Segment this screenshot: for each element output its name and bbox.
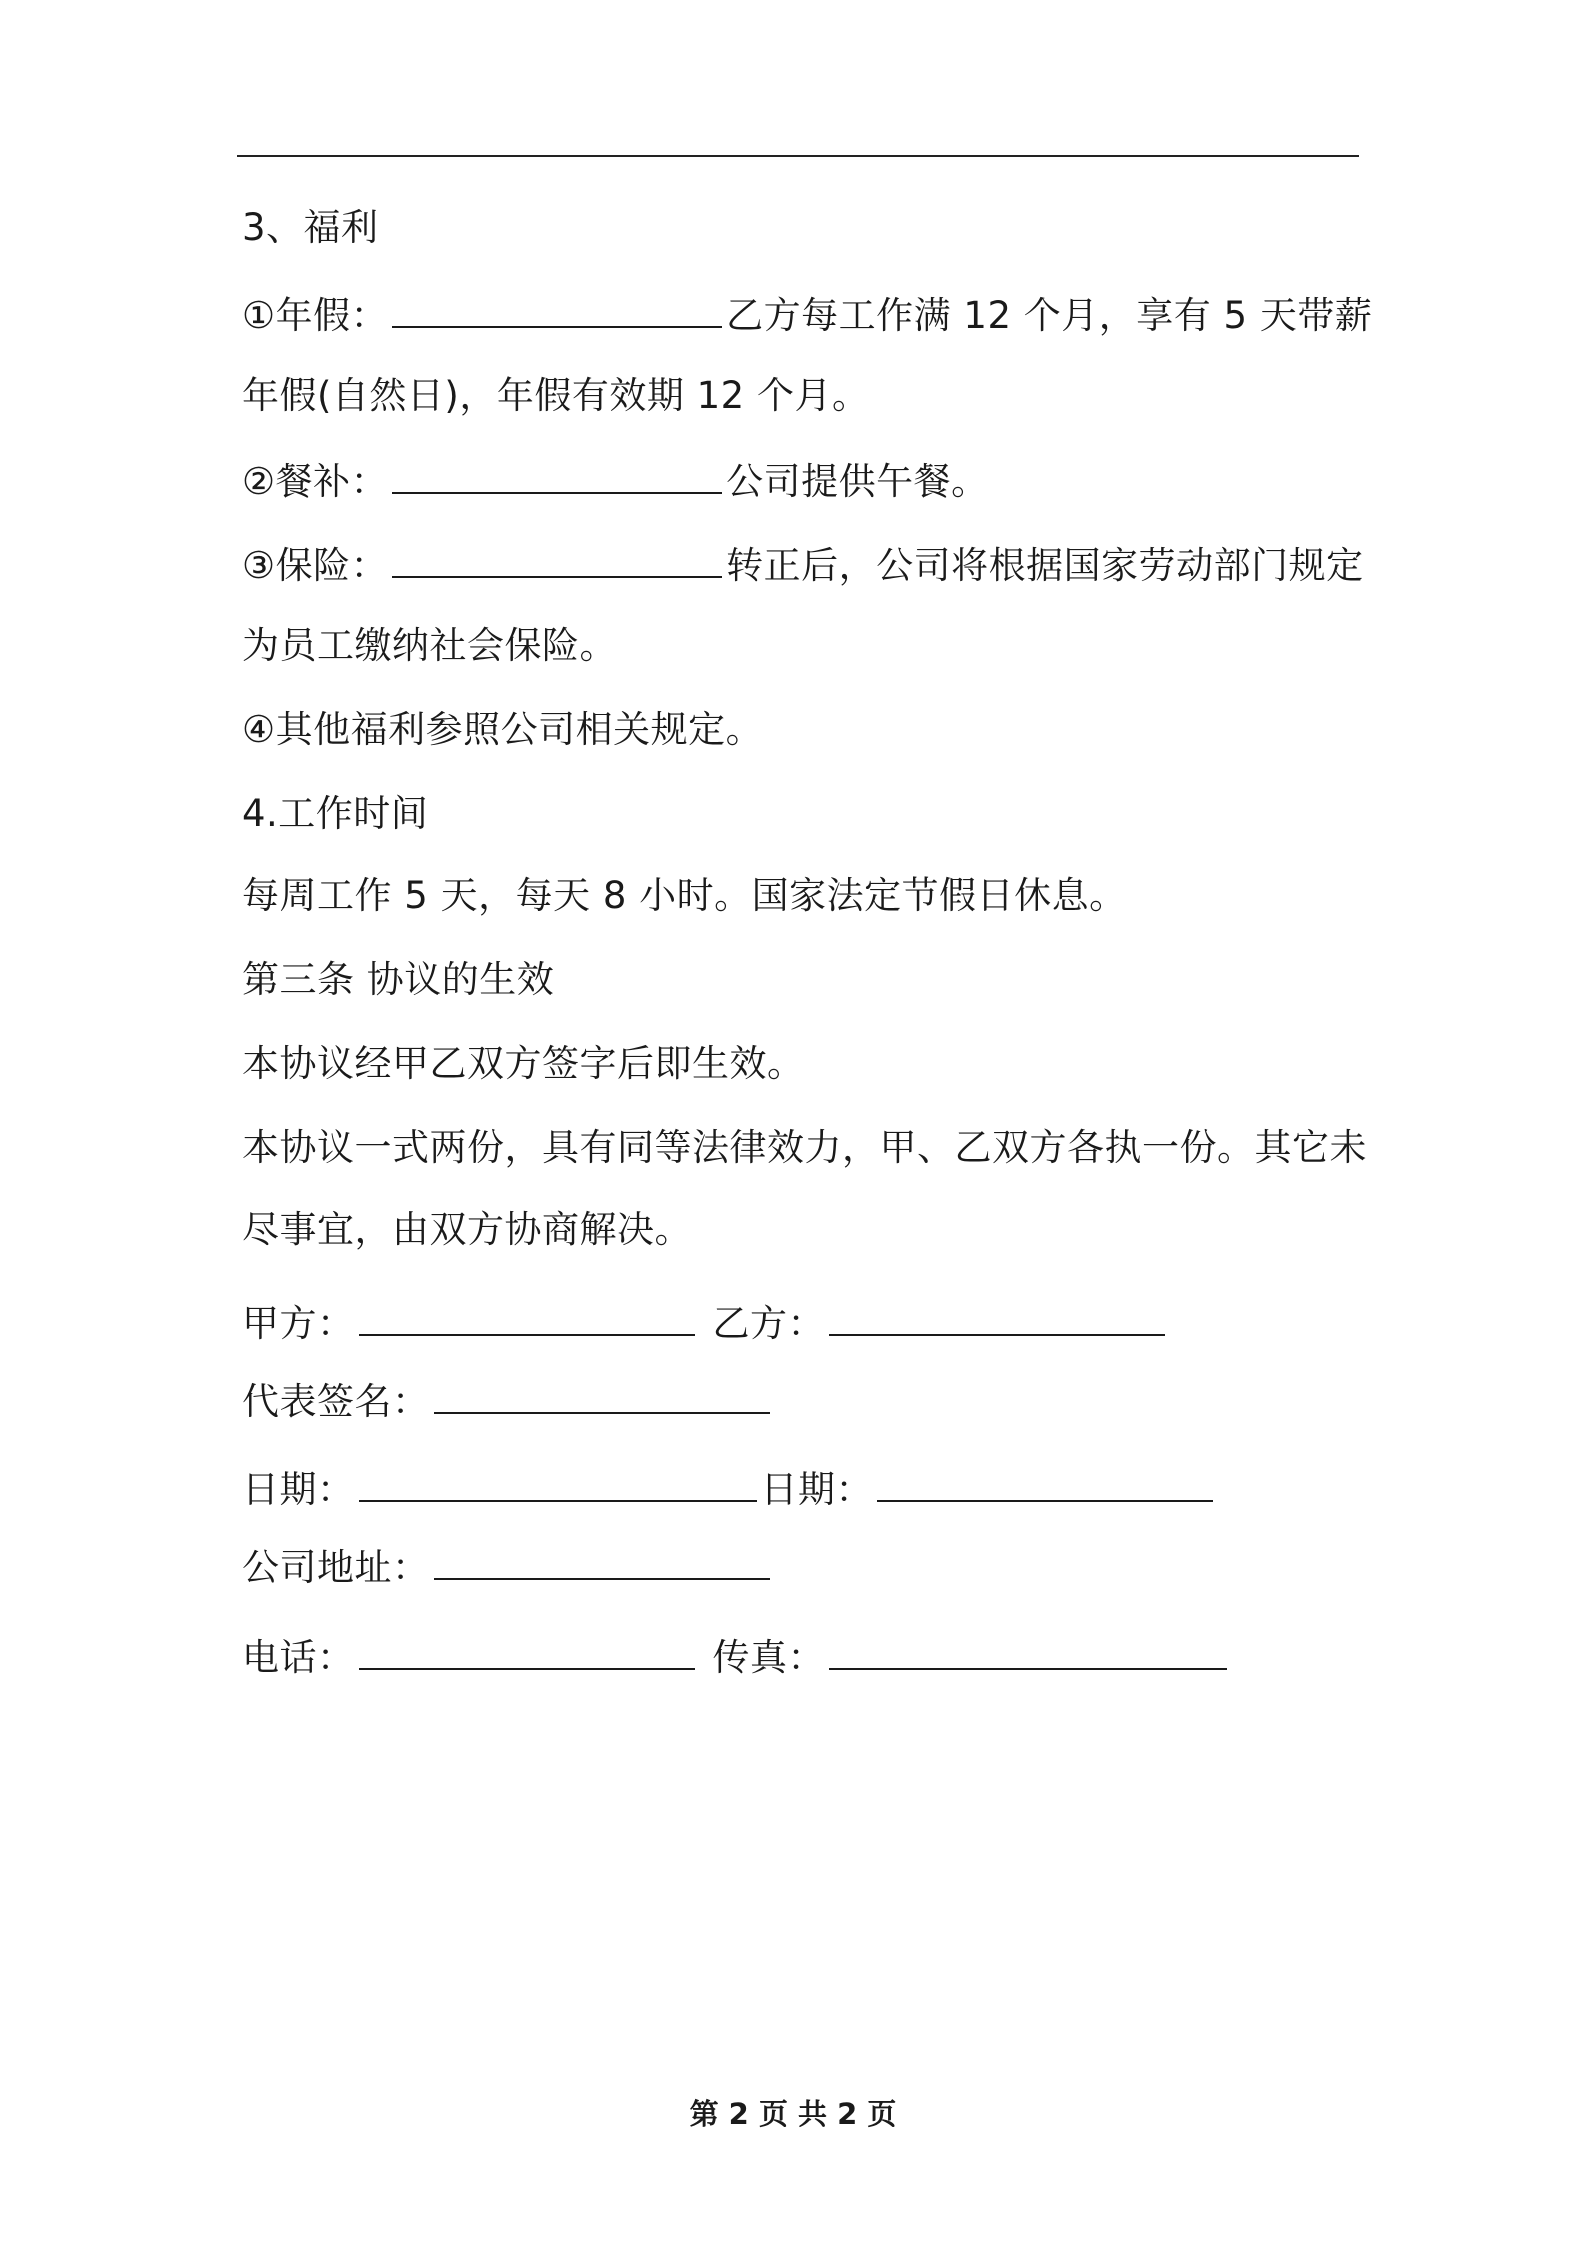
text: 本协议经甲乙双方签字后即生效。	[242, 1042, 805, 1085]
party-b-blank[interactable]	[829, 1298, 1165, 1336]
rep-signature-line	[242, 1376, 774, 1426]
date2-blank[interactable]	[877, 1464, 1213, 1502]
party-a-blank[interactable]	[359, 1298, 695, 1336]
rep-sign-label: 代表签名：	[242, 1380, 430, 1423]
annual-leave-continued	[242, 372, 869, 420]
text: 乙方每工作满 12 个月，享有 5 天带薪	[726, 294, 1373, 337]
date1-label: 日期：	[242, 1468, 355, 1511]
label: ③保险：	[242, 544, 389, 587]
date-line	[242, 1464, 1217, 1514]
insurance-line	[242, 540, 1364, 590]
text: 转正后，公司将根据国家劳动部门规定	[726, 544, 1364, 587]
label: ①年假：	[242, 294, 389, 337]
text: 4.工作时间	[242, 792, 429, 835]
party-a-label: 甲方：	[242, 1302, 355, 1345]
text: 3、福利	[242, 206, 379, 249]
date2-label: 日期：	[760, 1468, 873, 1511]
fax-label: 传真：	[712, 1636, 825, 1679]
annual-leave-blank[interactable]	[392, 290, 722, 328]
date1-blank[interactable]	[359, 1464, 757, 1502]
rep-sign-blank[interactable]	[434, 1376, 770, 1414]
article-three-heading	[242, 956, 554, 1004]
copies-line	[242, 1124, 1367, 1172]
text: 每周工作 5 天，每天 8 小时。国家法定节假日休息。	[242, 874, 1127, 917]
copies-continued	[242, 1206, 692, 1254]
text: 第三条 协议的生效	[242, 958, 555, 1001]
phone-label: 电话：	[242, 1636, 355, 1679]
phone-blank[interactable]	[359, 1632, 695, 1670]
work-hours-line	[242, 872, 1127, 920]
text: 为员工缴纳社会保险。	[242, 624, 617, 667]
other-welfare-line	[242, 706, 763, 754]
header-rule	[237, 155, 1359, 157]
insurance-blank[interactable]	[392, 540, 722, 578]
text: 本协议一式两份，具有同等法律效力，甲、乙双方各执一份。其它未	[242, 1126, 1367, 1169]
contact-line	[242, 1632, 1231, 1682]
party-signature-line	[242, 1298, 1169, 1348]
address-blank[interactable]	[434, 1542, 770, 1580]
meal-allowance-blank[interactable]	[392, 456, 722, 494]
address-line	[242, 1542, 774, 1592]
insurance-continued	[242, 622, 617, 670]
work-hours-heading	[242, 790, 428, 838]
address-label: 公司地址：	[242, 1546, 430, 1589]
effective-line	[242, 1040, 805, 1088]
party-b-label: 乙方：	[712, 1302, 825, 1345]
label: ②餐补：	[242, 460, 389, 503]
text: 年假(自然日)，年假有效期 12 个月。	[242, 374, 870, 417]
fax-blank[interactable]	[829, 1632, 1227, 1670]
text: 公司提供午餐。	[726, 460, 989, 503]
annual-leave-line	[242, 290, 1372, 340]
page-number: 第 2 页 共 2 页	[689, 2097, 897, 2131]
text: 尽事宜，由双方协商解决。	[242, 1208, 692, 1251]
meal-allowance-line	[242, 456, 989, 506]
section-welfare-heading	[242, 204, 379, 252]
text: ④其他福利参照公司相关规定。	[242, 708, 764, 751]
